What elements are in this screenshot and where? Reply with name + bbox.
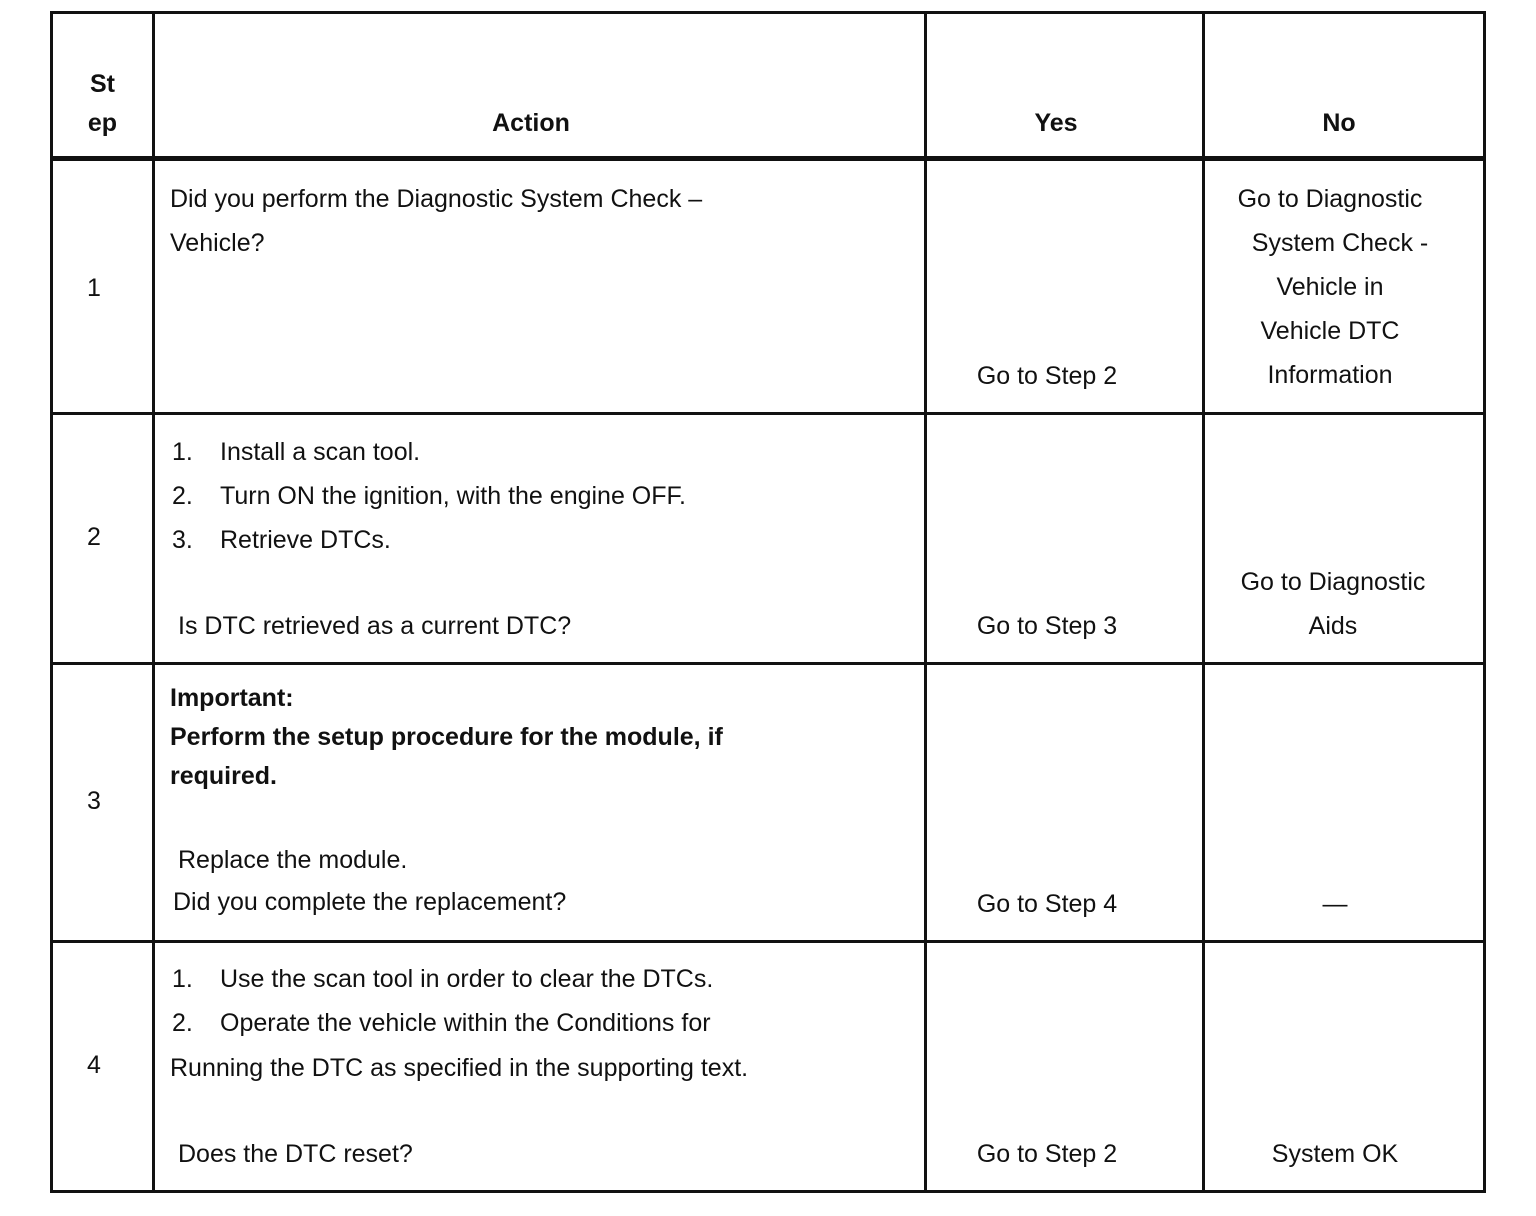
table-top-border	[50, 11, 1486, 14]
table-right-border	[1483, 11, 1486, 1193]
row1-no	[1205, 177, 1455, 397]
row3-no: —	[1322, 890, 1348, 918]
row3-important-line1: Perform the setup procedure for the module, if	[170, 723, 723, 751]
row4-list-text-1: Use the scan tool in order to clear the DTCs.	[220, 965, 714, 993]
row2-no-line2: Aids	[1308, 612, 1358, 640]
row3-yes: Go to Step 4	[976, 890, 1118, 918]
row2-list-text-3: Retrieve DTCs.	[220, 526, 391, 554]
row3-important-label: Important:	[170, 684, 294, 712]
row4-list-num-2: 2.	[172, 1009, 193, 1037]
row3-question: Did you complete the replacement?	[173, 888, 567, 916]
row4-step: 4	[87, 1051, 101, 1079]
row3-step: 3	[87, 787, 101, 815]
header-step-line2: ep	[87, 109, 118, 137]
row3-important-line2: required.	[170, 762, 277, 790]
row1-action-line2: Vehicle?	[170, 229, 265, 257]
row1-no-line4: Vehicle DTC	[1260, 317, 1400, 345]
row1-no-line2: System Check -	[1251, 229, 1429, 257]
row2-action	[172, 430, 686, 562]
row2-list-item-1	[172, 430, 686, 474]
row1-action	[170, 177, 702, 265]
header-no: No	[1322, 109, 1356, 137]
row3-instruction: Replace the module.	[178, 846, 408, 874]
row2-yes: Go to Step 3	[976, 612, 1118, 640]
row4-no: System OK	[1271, 1140, 1399, 1168]
row4-list-num-1: 1.	[172, 965, 193, 993]
action-column-divider	[924, 11, 927, 1193]
row2-step: 2	[87, 523, 101, 551]
row4-continuation: Running the DTC as specified in the supporting text.	[170, 1054, 749, 1082]
row3-bottom-border	[50, 940, 1486, 943]
row4-action	[172, 957, 713, 1045]
row1-no-line3: Vehicle in	[1276, 273, 1384, 301]
row1-yes: Go to Step 2	[976, 362, 1118, 390]
row2-list-text-2: Turn ON the ignition, with the engine OFF.	[220, 482, 686, 510]
row4-question: Does the DTC reset?	[178, 1140, 413, 1168]
row2-list-item-2	[172, 474, 686, 518]
row3-important-text	[170, 718, 723, 796]
table-bottom-border	[50, 1190, 1486, 1193]
header-yes: Yes	[1034, 109, 1078, 137]
row2-bottom-border	[50, 662, 1486, 665]
row2-list-text-1: Install a scan tool.	[220, 438, 421, 466]
row2-list-num-3: 3.	[172, 526, 193, 554]
row1-action-line1: Did you perform the Diagnostic System Check –	[170, 185, 703, 213]
diagnostic-table	[50, 11, 1486, 1193]
row2-list-num-2: 2.	[172, 482, 193, 510]
header-step-line1: St	[90, 70, 115, 98]
row1-no-line1: Go to Diagnostic	[1237, 185, 1423, 213]
row2-list-num-1: 1.	[172, 438, 193, 466]
row1-bottom-border	[50, 412, 1486, 415]
table-left-border	[50, 11, 53, 1193]
row1-step: 1	[87, 274, 101, 302]
header-action: Action	[492, 109, 570, 137]
header-step	[53, 65, 152, 143]
row2-question: Is DTC retrieved as a current DTC?	[178, 612, 572, 640]
row2-no	[1205, 560, 1461, 648]
header-bottom-border	[50, 156, 1486, 161]
row4-yes: Go to Step 2	[976, 1140, 1118, 1168]
row1-no-line5: Information	[1267, 361, 1393, 389]
row4-list-item-1	[172, 957, 713, 1001]
row4-list-text-2: Operate the vehicle within the Conditions for	[220, 1009, 711, 1037]
row2-list-item-3	[172, 518, 686, 562]
row4-list-item-2	[172, 1001, 713, 1045]
row2-no-line1: Go to Diagnostic	[1240, 568, 1426, 596]
step-column-divider	[152, 11, 155, 1193]
